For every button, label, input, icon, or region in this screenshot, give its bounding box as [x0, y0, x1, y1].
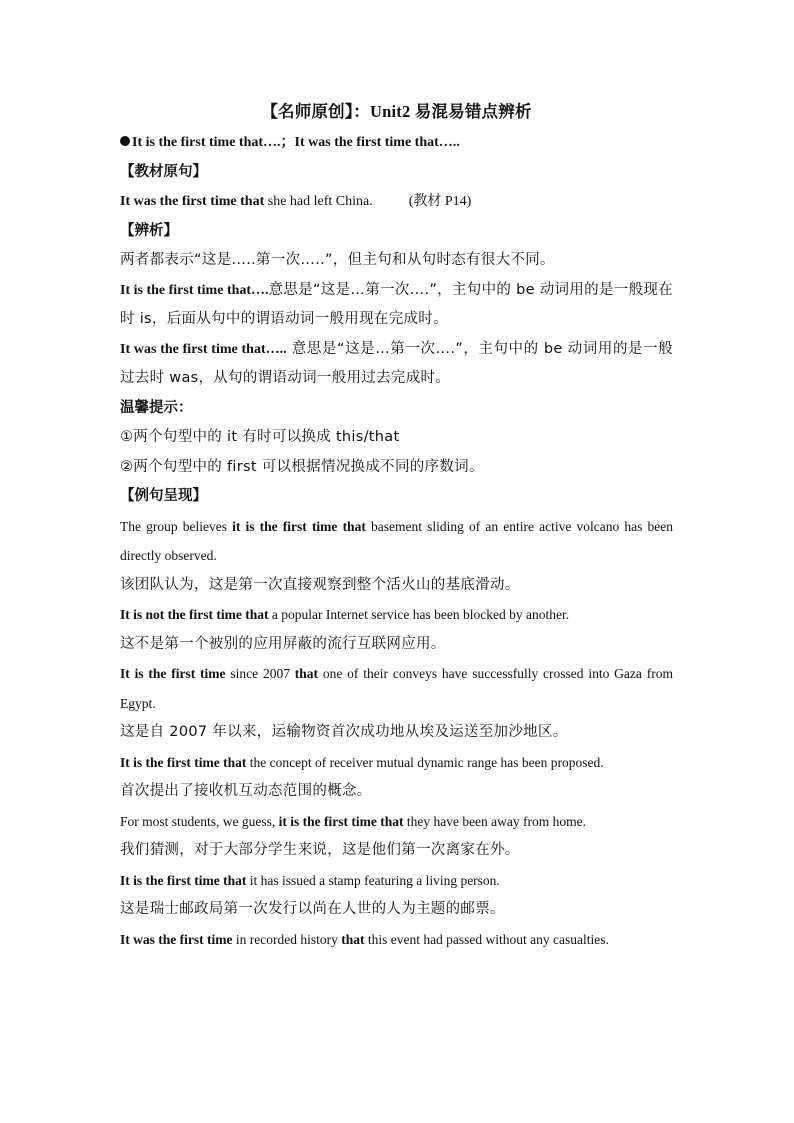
example-5-cn: 我们猜测，对于大部分学生来说，这是他们第一次离家在外。 [120, 842, 520, 858]
analysis-point-2 [120, 335, 673, 394]
example-3-mid: since 2007 [225, 666, 295, 681]
example-4-en [120, 748, 673, 778]
example-7-pattern-b: that [341, 931, 365, 947]
example-5-pattern: it is the first time that [278, 813, 404, 829]
document-page [120, 98, 673, 954]
example-6-en [120, 866, 673, 896]
analysis-intro: 两者都表示“这是…..第一次…..”，但主句和从句时态有很大不同。 [120, 252, 555, 268]
example-1-pattern: it is the first time that [232, 518, 371, 534]
textbook-sentence [120, 187, 673, 217]
example-1-rest: basement sliding of an entire active volcano has been directly observed. [120, 518, 673, 563]
bullet-icon [120, 136, 130, 146]
example-2-pattern: It is not the first time that [120, 607, 269, 622]
example-5-rest: they have been away from home. [403, 813, 587, 829]
heading-text: It is the first time that….；It was the first time that….. [132, 135, 460, 150]
example-2-en [120, 600, 673, 630]
example-4-rest: the concept of receiver mutual dynamic range has been proposed. [246, 754, 604, 770]
example-3-rest: one of their conveys have successfully crossed into Gaza from Egypt. [120, 666, 673, 711]
example-3-en [120, 659, 673, 718]
example-2-cn: 这不是第一个被别的应用屏蔽的流行互联网应用。 [120, 635, 446, 652]
example-1-cn: 该团队认为，这是第一次直接观察到整个活火山的基底滑动。 [120, 576, 520, 593]
example-5-lead: For most students, we guess, [120, 813, 279, 829]
example-3-pattern-b: that [294, 666, 319, 681]
tip-heading: 温馨提示： [120, 399, 193, 416]
example-6-cn: 这是瑞士邮政局第一次发行以尚在人世的人为主题的邮票。 [120, 901, 505, 917]
example-6-pattern: It is the first time that [120, 872, 247, 888]
example-3-pattern-a: It is the first time [120, 666, 226, 681]
example-5-en [120, 807, 673, 837]
heading-line [120, 128, 673, 158]
example-2-rest: a popular Internet service has been blocked by another. [268, 607, 570, 622]
example-4-cn: 首次提出了接收机互动态范围的概念。 [120, 783, 372, 799]
page-title: 【名师原创】：Unit2 易混易错点辨析 [261, 102, 532, 121]
textbook-sentence-rest: she had left China. [264, 194, 373, 209]
example-1-en [120, 512, 673, 571]
example-7-en [120, 925, 673, 955]
textbook-source: (教材 P14) [408, 194, 472, 209]
analysis-point-1 [120, 276, 673, 335]
analysis-point-2-pattern: It was the first time that….. [120, 341, 287, 357]
section-textbook-heading: 【教材原句】 [120, 163, 207, 180]
tip-item-1: ①两个句型中的 it 有时可以换成 this/that [120, 429, 400, 445]
example-1-lead: The group believes [120, 518, 233, 534]
analysis-point-2-text: 意思是“这是…第一次….”，主句中的 be 动词用的是一般过去时 was，从句的谓语动词一般用过去完成时。 [120, 340, 673, 386]
example-6-rest: it has issued a stamp featuring a living person. [246, 872, 500, 888]
analysis-point-1-text: 意思是“这是…第一次….”，主句中的 be 动词用的是一般现在时 is，后面从句中的谓语动词一般用现在完成时。 [120, 281, 673, 327]
example-3-cn: 这是自 2007 年以来，运输物资首次成功地从埃及运送至加沙地区。 [120, 724, 568, 740]
section-analysis-heading: 【辨析】 [120, 222, 178, 239]
section-examples-heading: 【例句呈现】 [120, 488, 207, 504]
example-7-mid: in recorded history [232, 931, 342, 947]
analysis-point-1-pattern: It is the first time that…. [120, 282, 269, 298]
tip-item-2: ②两个句型中的 first 可以根据情况换成不同的序数词。 [120, 458, 484, 475]
example-7-pattern-a: It was the first time [120, 931, 233, 947]
example-4-pattern: It is the first time that [120, 754, 247, 770]
textbook-sentence-bold: It was the first time that [120, 194, 265, 209]
example-7-rest: this event had passed without any casualties. [364, 931, 609, 947]
